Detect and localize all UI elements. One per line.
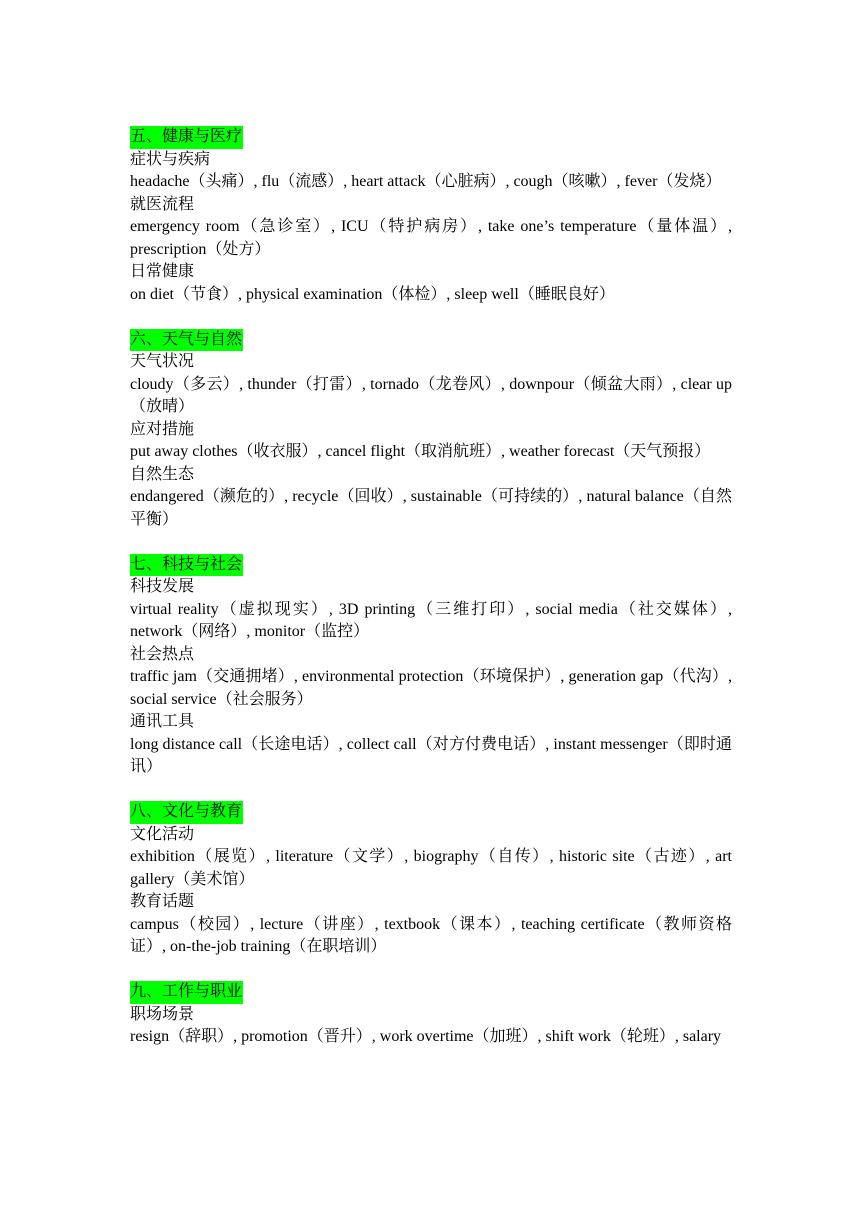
vocab-paragraph: endangered（濒危的）, recycle（回收）, sustainable（可持续的）, natural balance（自然平衡） (130, 488, 732, 528)
group-title: 通讯工具 (130, 713, 195, 730)
group-title: 就医流程 (130, 195, 195, 213)
section-health (130, 126, 732, 306)
section-heading: 七、科技与社会 (130, 554, 243, 577)
section-heading: 九、工作与职业 (130, 981, 243, 1004)
vocab-paragraph: emergency room（急诊室）, ICU（特护病房）, take one’s temperature（量体温）, prescription（处方） (130, 218, 732, 258)
vocab-paragraph: long distance call（长途电话）, collect call（对方付费电话）, instant messenger（即时通讯） (130, 735, 732, 775)
vocab-paragraph: headache（头痛）, flu（流感）, heart attack（心脏病）, cough（咳嗽）, fever（发烧） (130, 173, 722, 190)
group-title: 天气状况 (130, 353, 195, 370)
group-title: 社会热点 (130, 645, 195, 663)
vocab-paragraph: traffic jam（交通拥堵）, environmental protection（环境保护）, generation gap（代沟）, social service（社会服务） (130, 668, 732, 708)
vocab-paragraph: put away clothes（收衣服）, cancel flight（取消航班）, weather forecast（天气预报） (130, 443, 711, 460)
vocab-paragraph: virtual reality（虚拟现实）, 3D printing（三维打印）, social media（社交媒体）, network（网络）, monitor（监控） (130, 600, 732, 640)
section-heading: 五、健康与医疗 (130, 126, 243, 149)
vocab-paragraph: cloudy（多云）, thunder（打雷）, tornado（龙卷风）, downpour（倾盆大雨）, clear up（放晴） (130, 375, 732, 415)
group-title: 自然生态 (130, 465, 195, 483)
vocab-paragraph: resign（辞职）, promotion（晋升）, work overtime（加班）, shift work（轮班）, salary (130, 1028, 722, 1045)
group-title: 文化活动 (130, 825, 195, 843)
group-title: 应对措施 (130, 420, 195, 438)
section-weather (130, 329, 732, 532)
group-title: 职场场景 (130, 1005, 195, 1023)
section-technology (130, 554, 732, 779)
section-work (130, 981, 732, 1049)
vocab-paragraph: campus（校园）, lecture（讲座）, textbook（课本）, teaching certificate（教师资格证）, on-the-job training（在职培训） (130, 915, 732, 955)
group-title: 日常健康 (130, 263, 195, 280)
section-heading: 六、天气与自然 (130, 329, 243, 352)
vocab-paragraph: exhibition（展览）, literature（文学）, biography（自传）, historic site（古迹）, art gallery（美术馆） (130, 848, 732, 888)
group-title: 教育话题 (130, 893, 195, 910)
section-heading: 八、文化与教育 (130, 801, 243, 824)
section-culture (130, 801, 732, 959)
group-title: 科技发展 (130, 578, 195, 595)
vocab-paragraph: on diet（节食）, physical examination（体检）, sleep well（睡眠良好） (130, 285, 615, 303)
group-title: 症状与疾病 (130, 150, 211, 168)
document-page (130, 126, 732, 1071)
